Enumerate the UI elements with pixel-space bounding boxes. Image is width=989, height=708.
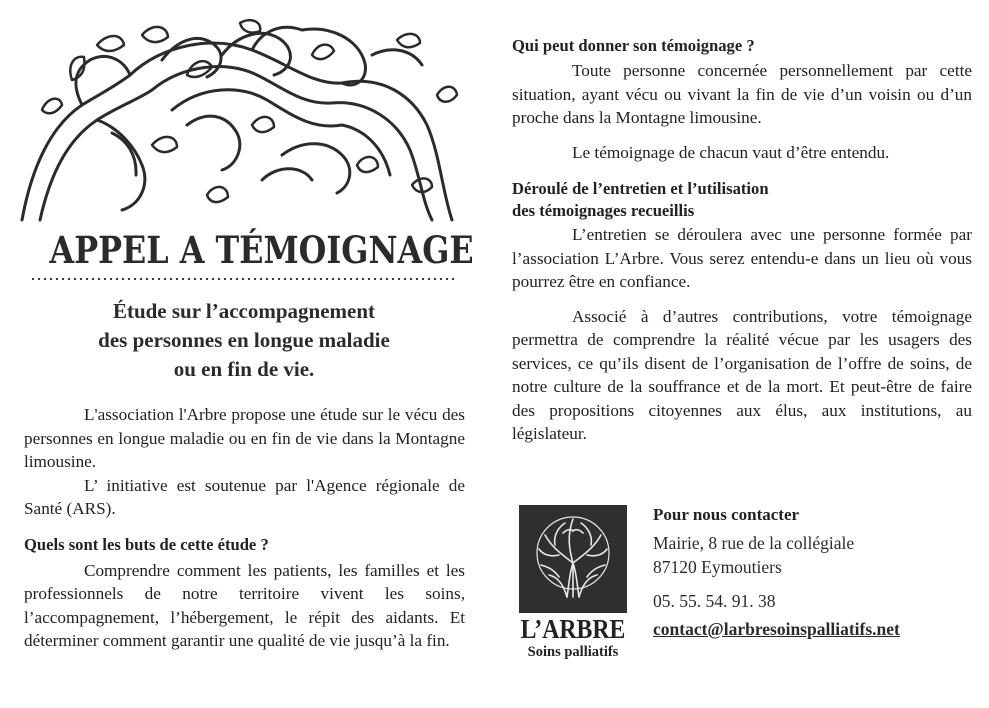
right-column	[512, 35, 972, 446]
left-column	[24, 403, 465, 653]
process-paragraph: L’entretien se déroulera avec une personne formée par l’association L’Arbre. Vous serez entendu-e dans un lieu où vous pourrez être en confiance.	[512, 225, 972, 291]
who-paragraph-2: Le témoignage de chacun vaut d’être entendu.	[572, 142, 890, 162]
intro-paragraph: L'association l'Arbre propose une étude sur le vécu des personnes en longue maladie ou en fin de vie dans la Montagne limousine.	[24, 405, 465, 471]
goals-paragraph: Comprendre comment les patients, les familles et les professionnels de notre territoire vivent les soins, l’accompagnement, l’hébergement, le répit des aidants. Et déterminer comment garantir une qualité de vie jusqu’à la fin.	[24, 560, 465, 650]
contact-title: Pour nous contacter	[653, 505, 800, 524]
subtitle-line: des personnes en longue maladie	[98, 328, 390, 352]
logo-name: L’ARBRE	[520, 614, 626, 644]
goals-heading: Quels sont les buts de cette étude ?	[24, 534, 269, 554]
page-title: APPEL A TÉMOIGNAGE	[49, 228, 474, 272]
subtitle-line: Étude sur l’accompagnement	[112, 299, 376, 323]
contact-address-line-1: Mairie, 8 rue de la collégiale	[653, 533, 855, 553]
subtitle	[20, 297, 468, 384]
logo-tree-icon	[519, 505, 627, 613]
support-paragraph: L’ initiative est soutenue par l'Agence régionale de Santé (ARS).	[24, 475, 465, 518]
subtitle-line: ou en fin de vie.	[173, 357, 315, 381]
contact-phone: 05. 55. 54. 91. 38	[653, 591, 776, 611]
logo-image	[519, 505, 627, 613]
process-paragraph-2: Associé à d’autres contributions, votre témoignage permettra de comprendre la réalité vécue par les usagers des services, ce qu’ils disent de l’organisation de l’offre de soins, de notre culture de la souffrance et de la mort. Et peut-être de faire des propositions citoyennes aux élus, aux institutions, au législateur.	[512, 306, 972, 443]
process-heading-line-2: des témoignages recueillis	[512, 201, 695, 220]
who-paragraph: Toute personne concernée personnellement par cette situation, ayant vécu ou vivant la fin de vie d’un voisin ou d’un proche dans la Montagne limousine.	[512, 61, 972, 127]
contact-email-link[interactable]: contact@larbresoinspalliatifs.net	[653, 619, 900, 639]
who-heading: Qui peut donner son témoignage ?	[512, 36, 755, 55]
tree-illustration	[12, 15, 464, 245]
contact-address-line-2: 87120 Eymoutiers	[653, 557, 782, 577]
logo-subtitle: Soins palliatifs	[527, 644, 619, 660]
contact-block	[653, 503, 973, 641]
title-dotted-rule	[30, 276, 460, 282]
process-heading-line-1: Déroulé de l’entretien et l’utilisation	[512, 179, 769, 198]
